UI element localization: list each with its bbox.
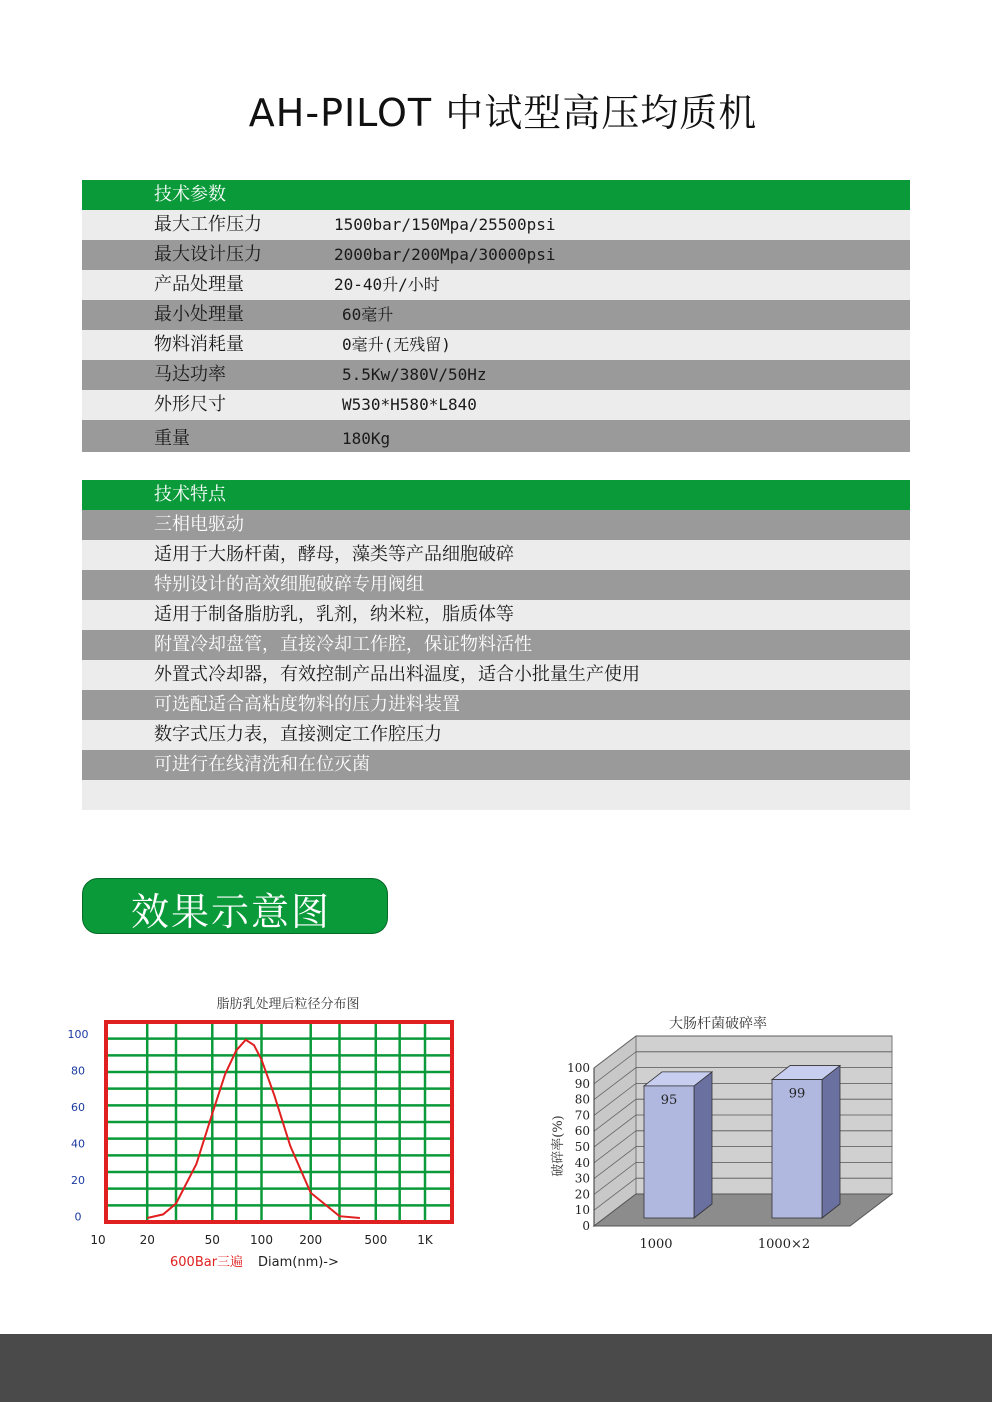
list-item bbox=[82, 720, 910, 750]
list-item bbox=[82, 750, 910, 780]
x-tick-label: 1K bbox=[417, 1233, 433, 1247]
spec-label: 最大设计压力 bbox=[154, 244, 262, 265]
y-axis-label: 破碎率(%) bbox=[551, 1115, 566, 1177]
y-tick-label: 20 bbox=[71, 1174, 85, 1187]
x-tick-label: 200 bbox=[299, 1233, 323, 1247]
y-tick-label: 20 bbox=[574, 1187, 590, 1202]
feature-text: 适用于大肠杆菌，酵母，藻类等产品细胞破碎 bbox=[154, 544, 514, 565]
features-header bbox=[82, 480, 910, 510]
spec-label: 最大工作压力 bbox=[154, 214, 262, 235]
table-row bbox=[82, 330, 910, 360]
spec-value: 60毫升 bbox=[342, 305, 394, 324]
x-tick-label: 1000 bbox=[639, 1237, 673, 1252]
specs-table bbox=[82, 180, 910, 452]
list-item bbox=[82, 600, 910, 630]
bar-value-label: 95 bbox=[660, 1092, 678, 1108]
bar-side bbox=[822, 1066, 840, 1218]
spec-value: 180Kg bbox=[342, 429, 391, 448]
features-header-label: 技术特点 bbox=[154, 484, 226, 505]
table-row bbox=[82, 360, 910, 390]
bar-side bbox=[694, 1072, 712, 1218]
y-tick-label: 80 bbox=[71, 1064, 85, 1078]
feature-text: 附置冷却盘管，直接冷却工作腔，保证物料活性 bbox=[154, 634, 532, 655]
spec-value: 1500bar/150Mpa/25500psi bbox=[334, 215, 556, 234]
spec-label: 外形尺寸 bbox=[154, 394, 226, 415]
y-tick-label: 30 bbox=[574, 1171, 590, 1186]
table-row bbox=[82, 390, 910, 420]
x-tick-label: 500 bbox=[364, 1233, 388, 1247]
x-tick-label: 20 bbox=[139, 1233, 155, 1247]
spec-value: 20-40升/小时 bbox=[334, 275, 440, 294]
specs-header-label: 技术参数 bbox=[154, 184, 226, 205]
spec-value: 0毫升(无残留) bbox=[342, 335, 451, 354]
spec-label: 物料消耗量 bbox=[154, 334, 244, 355]
table-row bbox=[82, 420, 910, 452]
features-table bbox=[82, 480, 910, 810]
feature-text: 特别设计的高效细胞破碎专用阀组 bbox=[154, 574, 424, 595]
y-tick-label: 0 bbox=[74, 1210, 82, 1224]
x-axis-series-label: 600Bar三遍 bbox=[170, 1255, 244, 1270]
breakage-rate-chart bbox=[540, 1008, 900, 1258]
table-row bbox=[82, 270, 910, 300]
feature-text: 外置式冷却器，有效控制产品出料温度，适合小批量生产使用 bbox=[154, 664, 640, 685]
y-tick-label: 60 bbox=[71, 1101, 85, 1114]
feature-text: 可进行在线清洗和在位灭菌 bbox=[154, 754, 370, 775]
y-tick-label: 80 bbox=[574, 1092, 590, 1107]
effect-diagram-label bbox=[82, 878, 388, 934]
page-title: AH-PILOT 中试型高压均质机 bbox=[248, 91, 758, 135]
spec-value: W530*H580*L840 bbox=[342, 395, 477, 414]
y-tick-label: 40 bbox=[574, 1155, 590, 1170]
feature-text: 适用于制备脂肪乳，乳剂，纳米粒，脂质体等 bbox=[154, 604, 514, 625]
y-tick-label: 100 bbox=[67, 1028, 89, 1041]
bar-value-label: 99 bbox=[788, 1086, 806, 1102]
spec-label: 产品处理量 bbox=[154, 274, 244, 295]
y-tick-label: 70 bbox=[574, 1108, 590, 1123]
floor bbox=[594, 1194, 892, 1226]
y-tick-label: 40 bbox=[71, 1137, 85, 1151]
particle-size-chart bbox=[60, 990, 480, 1280]
spec-label: 最小处理量 bbox=[154, 304, 244, 325]
list-item bbox=[82, 690, 910, 720]
spec-value: 5.5Kw/380V/50Hz bbox=[342, 365, 487, 384]
list-item-empty bbox=[82, 780, 910, 810]
y-tick-label: 60 bbox=[574, 1124, 590, 1139]
table-row bbox=[82, 210, 910, 240]
chart-title: 大肠杆菌破碎率 bbox=[669, 1016, 767, 1032]
effect-diagram-text: 效果示意图 bbox=[131, 890, 332, 934]
y-tick-label: 50 bbox=[574, 1140, 590, 1154]
chart-title: 脂肪乳处理后粒径分布图 bbox=[216, 997, 360, 1012]
table-row bbox=[82, 240, 910, 270]
list-item bbox=[82, 630, 910, 660]
footer-bar bbox=[0, 1334, 992, 1402]
feature-text: 数字式压力表，直接测定工作腔压力 bbox=[154, 724, 442, 745]
spec-label: 马达功率 bbox=[154, 364, 226, 385]
list-item bbox=[82, 570, 910, 600]
spec-label: 重量 bbox=[154, 428, 190, 449]
x-tick-label: 10 bbox=[90, 1233, 106, 1247]
x-tick-label: 100 bbox=[250, 1233, 273, 1247]
feature-text: 三相电驱动 bbox=[154, 514, 244, 535]
list-item bbox=[82, 660, 910, 690]
y-tick-label: 100 bbox=[567, 1061, 590, 1075]
y-tick-label: 90 bbox=[574, 1076, 590, 1091]
x-tick-label: 50 bbox=[204, 1233, 220, 1247]
list-item bbox=[82, 540, 910, 570]
y-tick-label: 10 bbox=[574, 1203, 590, 1218]
feature-text: 可选配适合高粘度物料的压力进料装置 bbox=[154, 694, 460, 715]
spec-value: 2000bar/200Mpa/30000psi bbox=[334, 245, 556, 264]
specs-header bbox=[82, 180, 910, 210]
list-item bbox=[82, 510, 910, 540]
x-tick-label: 1000×2 bbox=[757, 1237, 811, 1252]
y-tick-label: 0 bbox=[582, 1219, 590, 1233]
x-axis-label: Diam(nm)-> bbox=[258, 1255, 339, 1270]
table-row bbox=[82, 300, 910, 330]
